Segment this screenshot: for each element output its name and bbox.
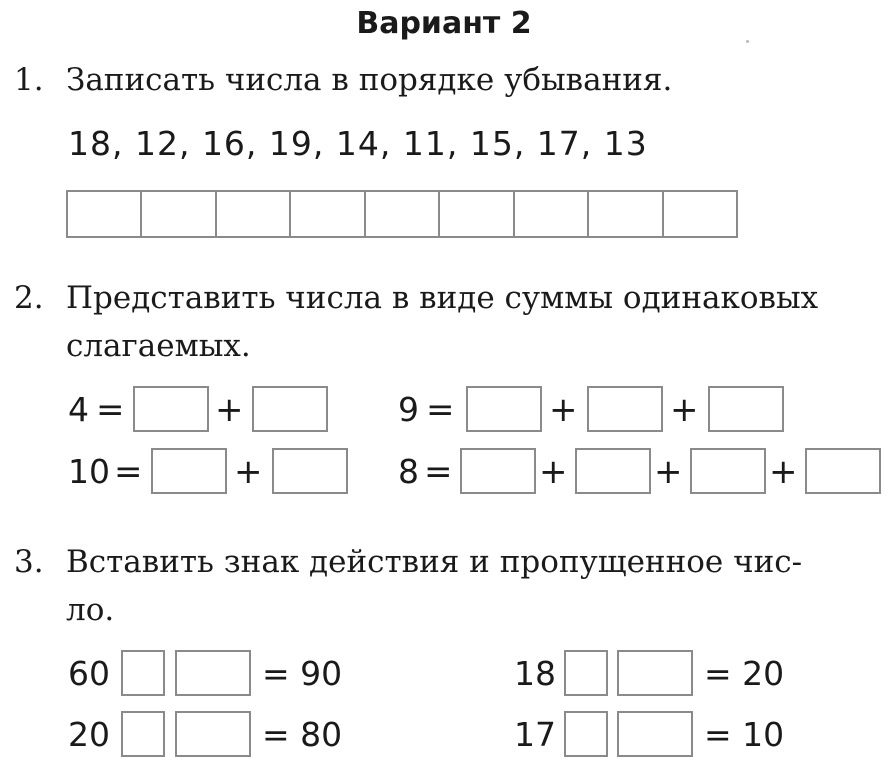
plus-sign: + xyxy=(670,390,699,430)
answer-cell-4[interactable] xyxy=(291,192,365,236)
task-2-text-line1: Представить числа в виде суммы одинаковых xyxy=(66,280,819,316)
answer-cell-8[interactable] xyxy=(589,192,663,236)
addend-box[interactable] xyxy=(151,448,227,494)
answer-cell-9[interactable] xyxy=(664,192,736,236)
page-title: Вариант 2 xyxy=(356,6,532,41)
row-result: = 10 xyxy=(704,715,785,754)
answer-cell-6[interactable] xyxy=(440,192,514,236)
addend-box[interactable] xyxy=(272,448,348,494)
row-result: = 80 xyxy=(262,715,343,754)
plus-sign: + xyxy=(654,452,683,492)
addend-box[interactable] xyxy=(805,448,881,494)
row-result: = 20 xyxy=(704,654,785,693)
plus-sign: + xyxy=(234,452,263,492)
plus-sign: + xyxy=(215,390,244,430)
row-left-number: 20 xyxy=(68,715,110,754)
addend-box[interactable] xyxy=(466,386,542,432)
equals-sign: = xyxy=(426,390,455,430)
answer-cell-1[interactable] xyxy=(68,192,142,236)
eq-9-value: 9 xyxy=(398,390,419,429)
answer-cell-3[interactable] xyxy=(217,192,291,236)
operator-box[interactable] xyxy=(121,711,165,757)
task-1-number: 1. xyxy=(14,62,44,98)
plus-sign: + xyxy=(769,452,798,492)
addend-box[interactable] xyxy=(133,386,209,432)
addend-box[interactable] xyxy=(252,386,328,432)
operator-box[interactable] xyxy=(564,650,608,696)
addend-box[interactable] xyxy=(587,386,663,432)
task-2-number: 2. xyxy=(14,280,44,316)
eq-8-value: 8 xyxy=(398,452,419,491)
missing-number-box[interactable] xyxy=(617,711,693,757)
row-left-number: 60 xyxy=(68,654,110,693)
operator-box[interactable] xyxy=(564,711,608,757)
task-1-text: Записать числа в порядке убывания. xyxy=(66,62,673,98)
task-3-text-line1: Вставить знак действия и пропущенное чис- xyxy=(66,544,803,580)
equals-sign: = xyxy=(96,390,125,430)
row-left-number: 18 xyxy=(514,654,556,693)
row-result: = 90 xyxy=(262,654,343,693)
missing-number-box[interactable] xyxy=(175,650,251,696)
addend-box[interactable] xyxy=(575,448,651,494)
equals-sign: = xyxy=(114,452,143,492)
missing-number-box[interactable] xyxy=(617,650,693,696)
task-3-text-line2: ло. xyxy=(66,592,115,628)
eq-10-value: 10 xyxy=(68,452,110,491)
row-left-number: 17 xyxy=(514,715,556,754)
answer-cell-2[interactable] xyxy=(142,192,216,236)
answer-strip xyxy=(66,190,738,238)
answer-cell-7[interactable] xyxy=(515,192,589,236)
missing-number-box[interactable] xyxy=(175,711,251,757)
task-1-numbers: 18, 12, 16, 19, 14, 11, 15, 17, 13 xyxy=(68,124,648,163)
answer-cell-5[interactable] xyxy=(366,192,440,236)
plus-sign: + xyxy=(549,390,578,430)
plus-sign: + xyxy=(539,452,568,492)
equals-sign: = xyxy=(424,452,453,492)
task-2-text-line2: слагаемых. xyxy=(66,328,251,364)
addend-box[interactable] xyxy=(708,386,784,432)
eq-4-value: 4 xyxy=(68,390,89,429)
addend-box[interactable] xyxy=(690,448,766,494)
task-3-number: 3. xyxy=(14,544,44,580)
addend-box[interactable] xyxy=(460,448,536,494)
operator-box[interactable] xyxy=(121,650,165,696)
